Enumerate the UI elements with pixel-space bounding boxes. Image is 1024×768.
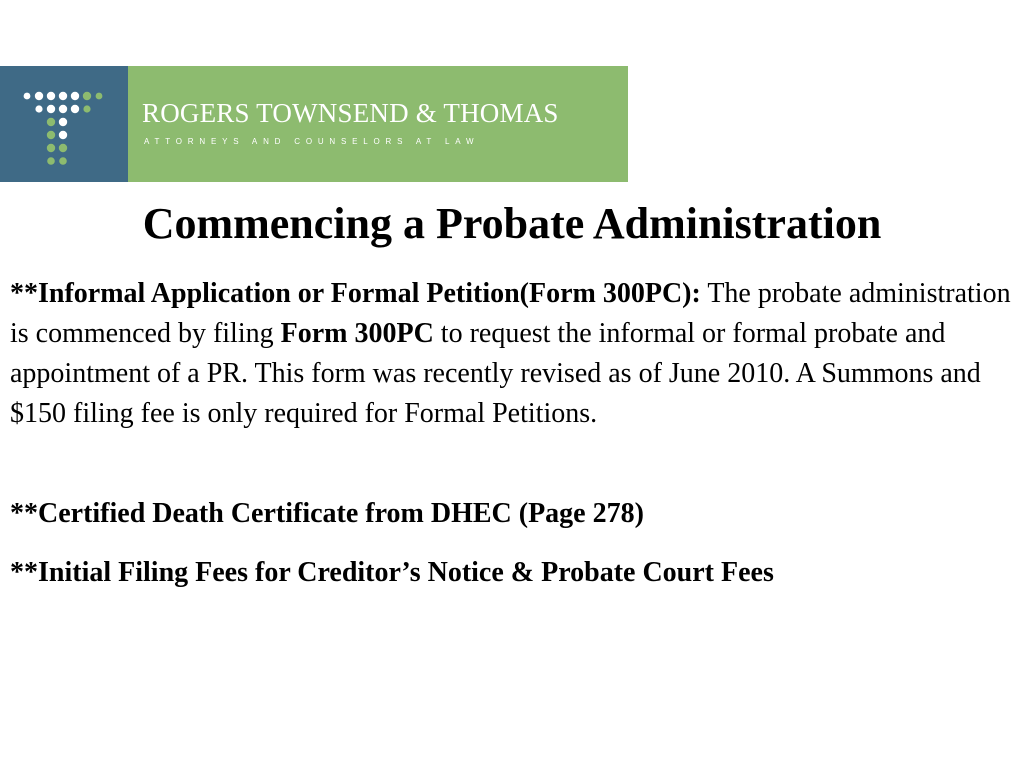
logo-dot: [47, 118, 55, 126]
firm-tagline: ATTORNEYS AND COUNSELORS AT LAW: [144, 137, 480, 146]
logo-dot: [59, 157, 67, 165]
paragraph-text: The probate administration is commenced by filing: [10, 278, 1011, 349]
logo-dot: [59, 92, 67, 100]
logo-dot: [47, 157, 55, 165]
logo-dot: [83, 105, 90, 112]
logo-dot: [35, 105, 42, 112]
logo-dot: [35, 92, 43, 100]
paragraph-text-continued: to request the informal or formal probate and appointment of a PR. This form was recently revised as of June 2010. A Summons and $150 filing fee is only required for Formal Petitions.: [10, 318, 981, 429]
logo-dot: [71, 105, 79, 113]
bullet-prefix: **: [10, 498, 38, 529]
logo-dot: [59, 144, 67, 152]
dot-grid-t-icon: [0, 66, 128, 182]
logo-dot: [71, 92, 79, 100]
form-reference: Form 300PC: [280, 318, 434, 349]
logo-wordmark-band: [128, 66, 628, 182]
slide-title: Commencing a Probate Administration: [142, 199, 882, 248]
paragraph-filing-fees: [10, 553, 1018, 593]
logo-dot: [47, 144, 55, 152]
firm-name: ROGERS TOWNSEND & THOMAS: [142, 98, 559, 128]
firm-logo-banner: [0, 66, 628, 182]
paragraph-heading: Initial Filing Fees for Creditor’s Notice & Probate Court Fees: [38, 557, 774, 588]
paragraph-death-certificate: [10, 494, 1018, 534]
logo-mark: [0, 66, 128, 182]
logo-dot: [83, 92, 91, 100]
logo-dot: [59, 118, 67, 126]
paragraph-heading: Certified Death Certificate from DHEC (Page 278): [38, 498, 644, 529]
paragraph-informal-application: [10, 274, 1018, 434]
logo-dot: [59, 105, 67, 113]
logo-dot: [24, 93, 31, 100]
logo-dot: [96, 93, 103, 100]
bullet-prefix: **: [10, 557, 38, 588]
logo-dot: [47, 92, 55, 100]
logo-dot: [47, 105, 55, 113]
logo-dot: [47, 131, 55, 139]
paragraph-heading: Informal Application or Formal Petition(Form 300PC):: [38, 278, 701, 309]
bullet-prefix: **: [10, 278, 38, 309]
logo-dot: [59, 131, 67, 139]
